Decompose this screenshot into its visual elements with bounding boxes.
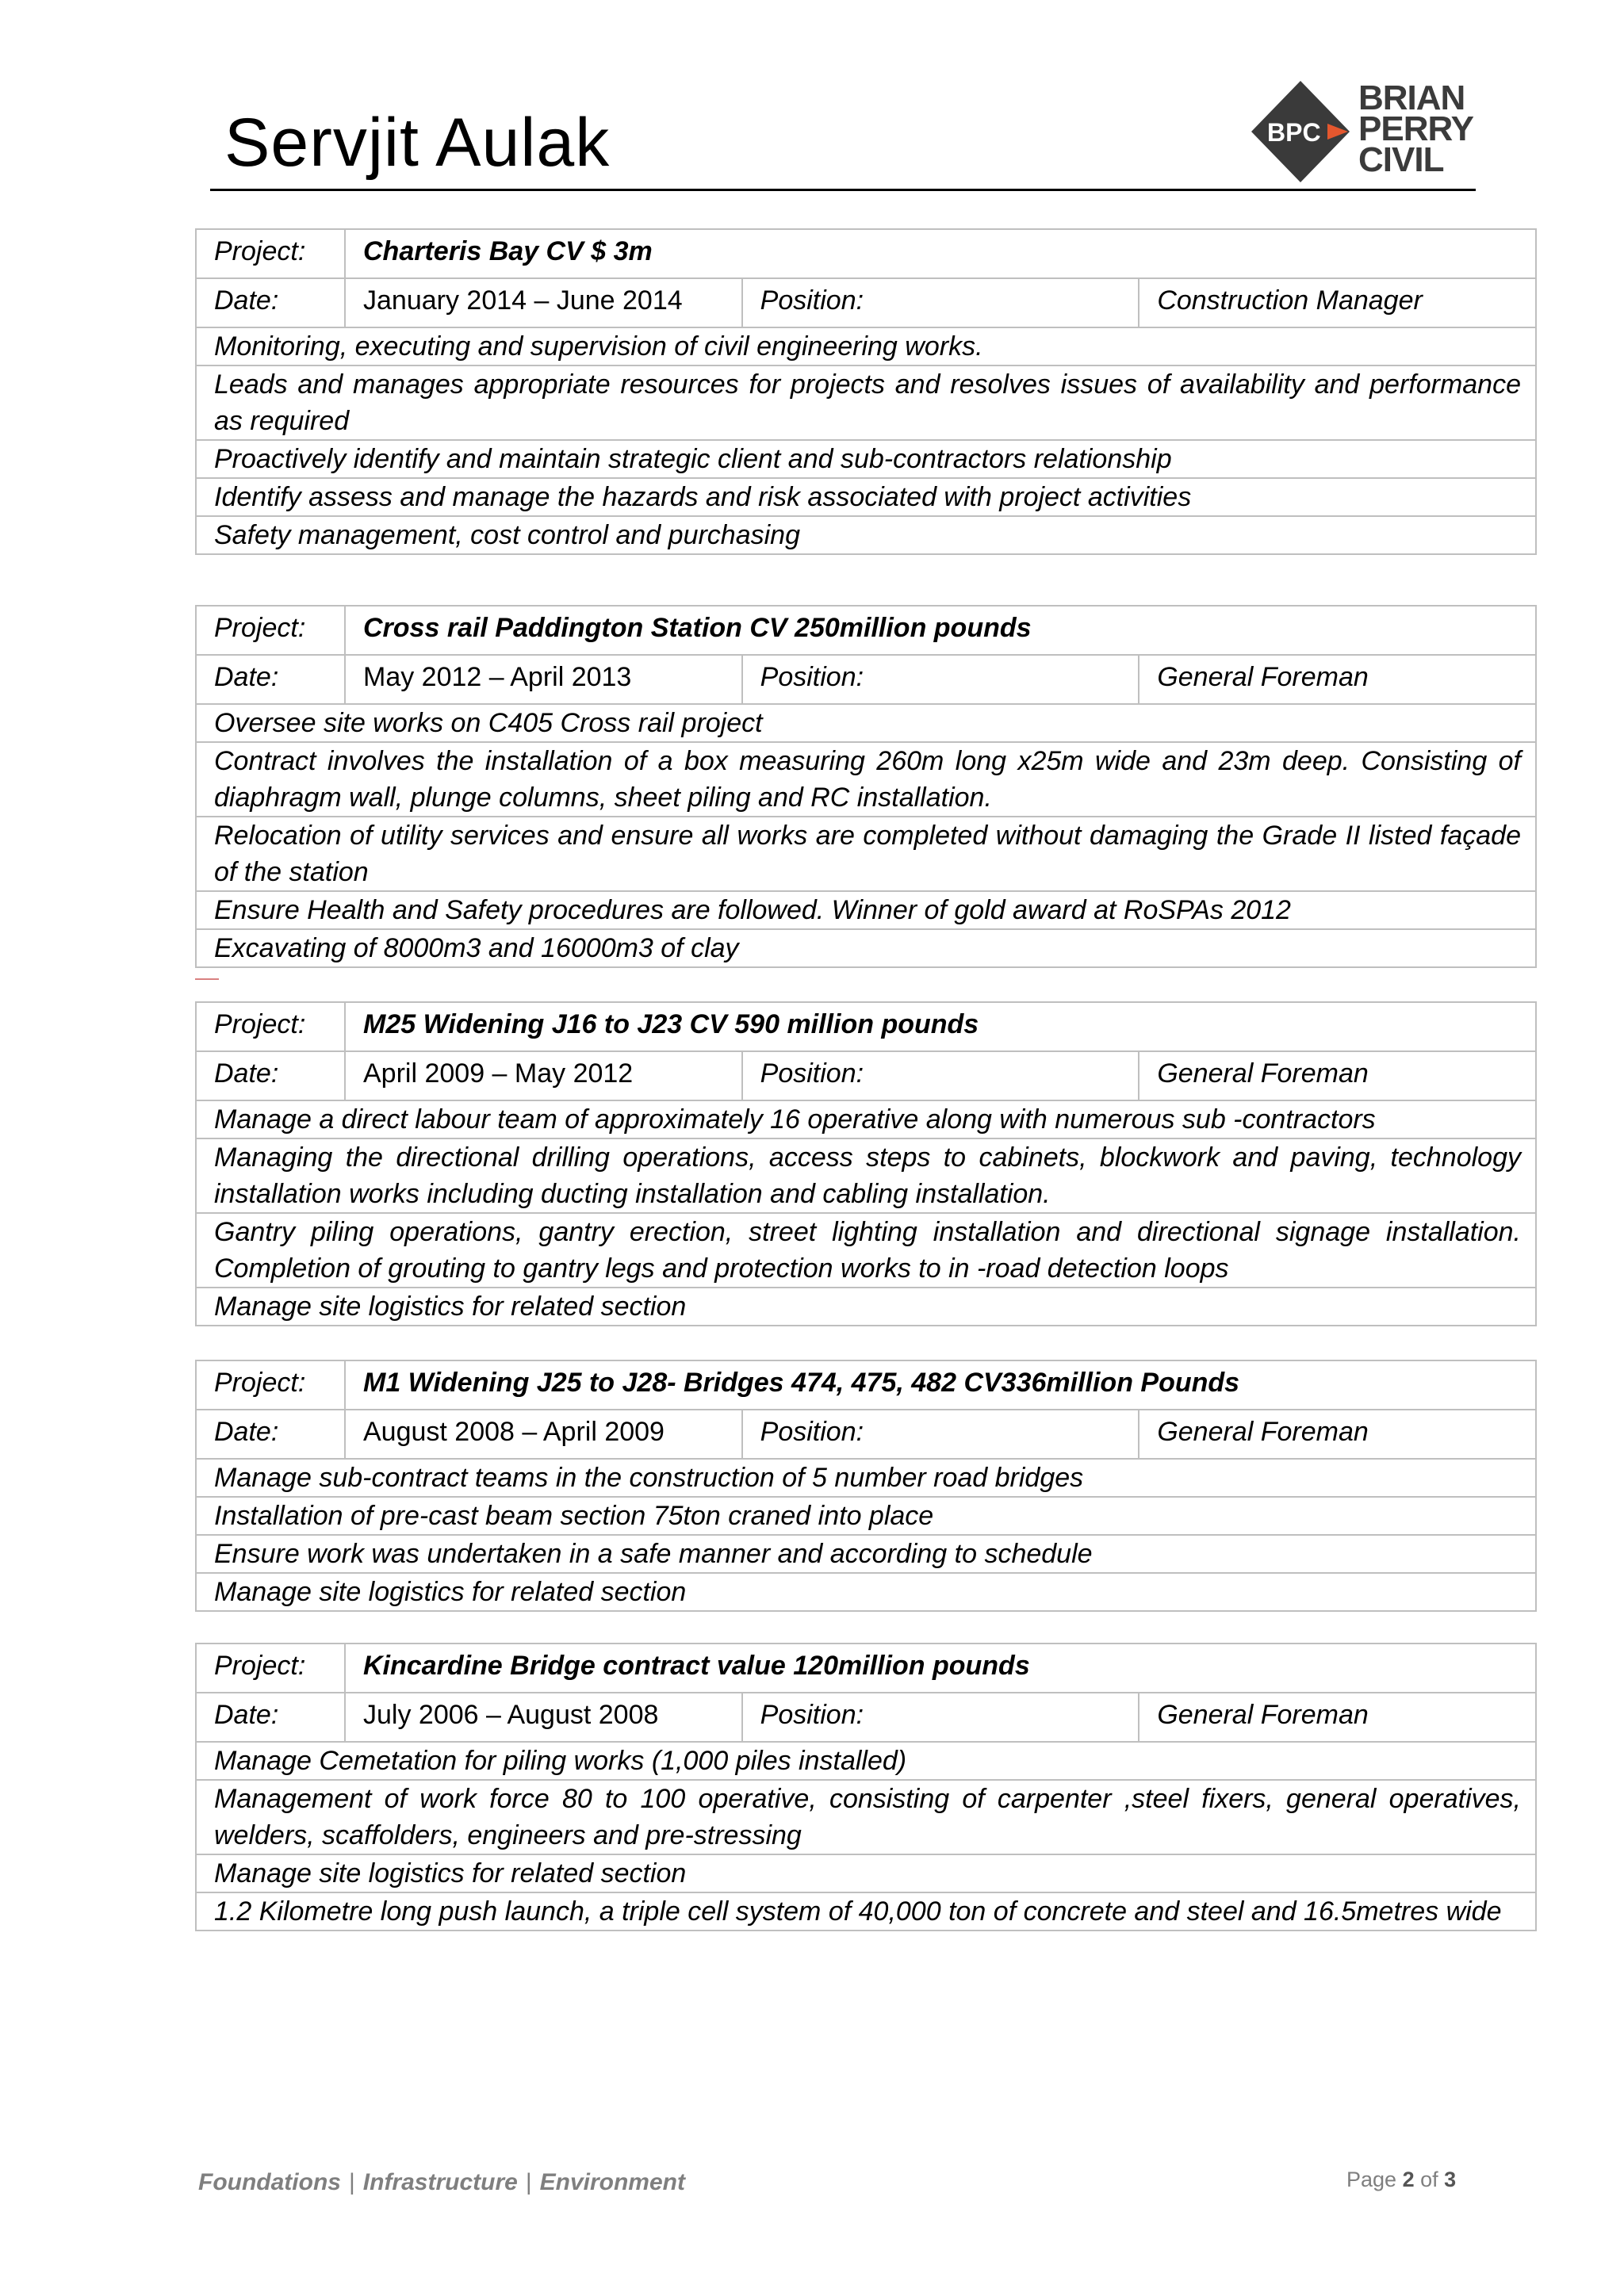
duty-row: Manage site logistics for related section [196,1288,1536,1326]
duty-row: Management of work force 80 to 100 operative, consisting of carpenter ,steel fixers, general operatives, welders, scaffolders, engineers and pre-stressing [196,1780,1536,1854]
duty-row: Manage Cemetation for piling works (1,000 piles installed) [196,1742,1536,1780]
project-label: Project: [196,1002,345,1051]
footer-section: Infrastructure [362,2169,518,2195]
project-table-5 [195,1643,1537,1931]
footer-separator: | [348,2169,355,2195]
duty-row: Contract involves the installation of a box measuring 260m long x25m wide and 23m deep. Consisting of diaphragm wall, plunge columns, sheet piling and RC installation. [196,742,1536,817]
duty-row: Manage a direct labour team of approximately 16 operative along with numerous sub -contractors [196,1100,1536,1138]
footer-section: Environment [539,2169,685,2195]
page-number [1346,2168,1456,2192]
date-label: Date: [196,278,345,327]
position-label: Position: [742,1693,1139,1742]
position-label: Position: [742,1051,1139,1100]
duty-row: Identify assess and manage the hazards and risk associated with project activities [196,478,1536,516]
page-word: Page [1346,2168,1397,2191]
position-label: Position: [742,278,1139,327]
project-label: Project: [196,1644,345,1693]
bpc-diamond-icon [1251,78,1354,190]
position-label: Position: [742,1410,1139,1459]
duty-row: Installation of pre-cast beam section 75ton craned into place [196,1497,1536,1535]
decorative-mark [195,978,219,980]
project-label: Project: [196,229,345,278]
date-label: Date: [196,1051,345,1100]
project-name: M1 Widening J25 to J28- Bridges 474, 475, 482 CV336million Pounds [345,1360,1536,1410]
project-position: General Foreman [1139,1051,1536,1100]
duty-row: Managing the directional drilling operations, access steps to cabinets, blockwork and paving, technology installation works including ducting installation and cabling installation. [196,1138,1536,1213]
logo-word-civil: CIVIL [1358,140,1444,179]
duty-row: Oversee site works on C405 Cross rail project [196,704,1536,742]
project-position: General Foreman [1139,655,1536,704]
duty-row: Leads and manages appropriate resources for projects and resolves issues of availability and performance as required [196,365,1536,440]
page-total: 3 [1444,2168,1457,2191]
project-dates: August 2008 – April 2009 [345,1410,742,1459]
duty-row: Ensure work was undertaken in a safe manner and according to schedule [196,1535,1536,1573]
duty-row: Safety management, cost control and purchasing [196,516,1536,554]
project-label: Project: [196,606,345,655]
page-current: 2 [1402,2168,1415,2191]
duty-row: Manage site logistics for related section [196,1854,1536,1892]
logo-mark-text: BPC [1267,118,1321,147]
project-position: General Foreman [1139,1693,1536,1742]
project-position: Construction Manager [1139,278,1536,327]
date-label: Date: [196,1693,345,1742]
project-label: Project: [196,1360,345,1410]
project-name: Kincardine Bridge contract value 120million pounds [345,1644,1536,1693]
duty-row: Manage site logistics for related section [196,1573,1536,1611]
date-label: Date: [196,1410,345,1459]
duty-row: Relocation of utility services and ensure all works are completed without damaging the Grade II listed façade of the station [196,817,1536,891]
project-table-1 [195,228,1537,555]
footer-section: Foundations [198,2169,341,2195]
duty-row: Ensure Health and Safety procedures are followed. Winner of gold award at RoSPAs 2012 [196,891,1536,929]
duty-row: Proactively identify and maintain strategic client and sub-contractors relationship [196,440,1536,478]
company-logo [1251,78,1481,190]
position-label: Position: [742,655,1139,704]
logo-word-perry: PERRY [1358,109,1473,148]
date-label: Date: [196,655,345,704]
project-position: General Foreman [1139,1410,1536,1459]
project-name: M25 Widening J16 to J23 CV 590 million pounds [345,1002,1536,1051]
page-of: of [1420,2168,1438,2191]
project-table-3 [195,1001,1537,1326]
candidate-name: Servjit Aulak [224,105,611,181]
duty-row: Excavating of 8000m3 and 16000m3 of clay [196,929,1536,967]
project-name: Charteris Bay CV $ 3m [345,229,1536,278]
project-dates: July 2006 – August 2008 [345,1693,742,1742]
footer-separator: | [525,2169,532,2195]
project-table-4 [195,1360,1537,1612]
logo-word-brian: BRIAN [1358,78,1465,117]
duty-row: Gantry piling operations, gantry erection, street lighting installation and directional signage installation. Completion of grouting to gantry legs and protection works to in -road detection loops [196,1213,1536,1288]
duty-row: Manage sub-contract teams in the construction of 5 number road bridges [196,1459,1536,1497]
project-dates: May 2012 – April 2013 [345,655,742,704]
project-dates: January 2014 – June 2014 [345,278,742,327]
project-dates: April 2009 – May 2012 [345,1051,742,1100]
project-name: Cross rail Paddington Station CV 250million pounds [345,606,1536,655]
duty-row: 1.2 Kilometre long push launch, a triple cell system of 40,000 ton of concrete and steel and 16.5metres wide [196,1892,1536,1931]
project-table-2 [195,605,1537,968]
duty-row: Monitoring, executing and supervision of civil engineering works. [196,327,1536,365]
footer-tagline [198,2169,685,2196]
